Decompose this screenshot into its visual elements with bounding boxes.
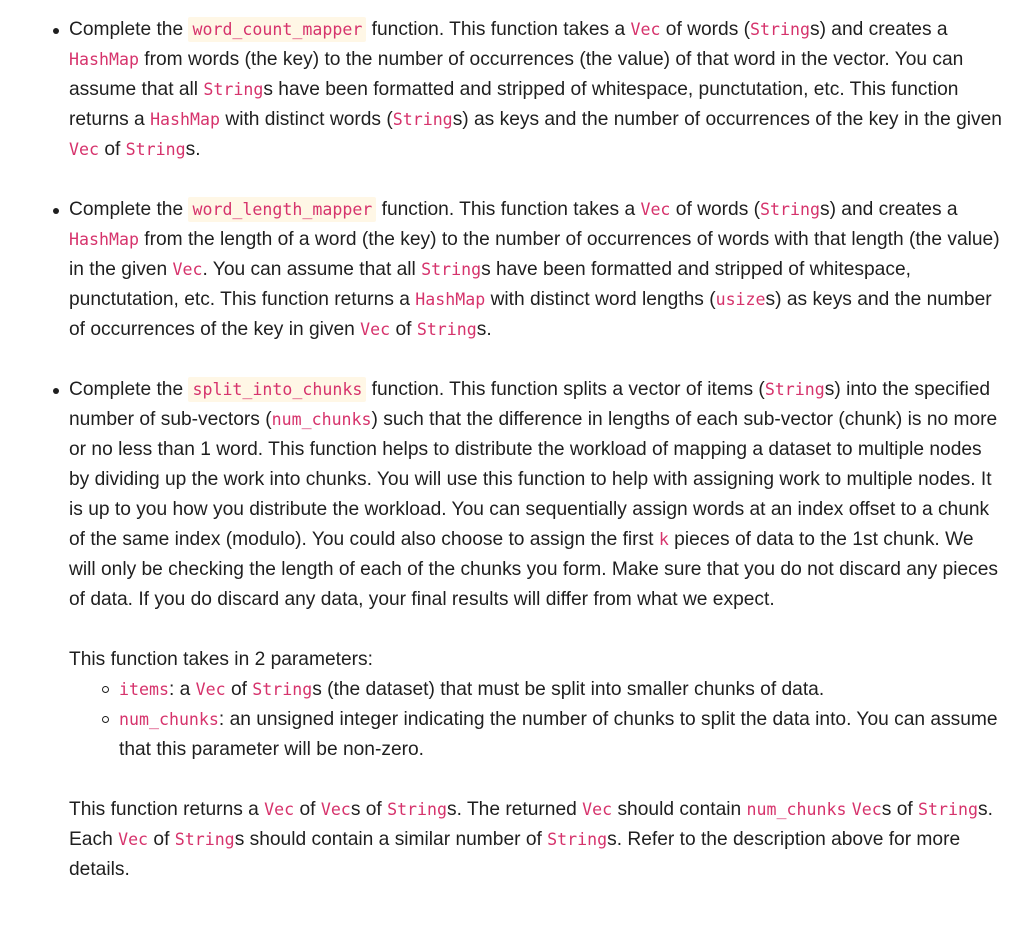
text-span: with distinct word lengths ( <box>485 289 716 310</box>
text-span: ) such that the difference in lengths of each sub-vector (chunk) is no more or no less than 1 word. This function helps to distribute the workload of mapping a dataset to multiple nodes by dividing up the work into chunks. You will use this function to help with assigning work to multiple nodes. It is up to you how you distribute the workload. You can sequentially assign words at an index offset to a chunk of the same index (modulo). You could also choose to assign the first <box>69 409 998 550</box>
text-span: s) as keys and the number of occurrences of the key in given <box>69 289 992 340</box>
inline-code: Vec <box>582 800 613 819</box>
inline-code: String <box>750 20 810 39</box>
inline-code: HashMap <box>69 50 139 69</box>
text-span: s. <box>185 139 201 160</box>
inline-code: Vec <box>360 320 391 339</box>
inline-code: String <box>392 110 453 129</box>
list-item-word-count-mapper <box>69 15 1002 165</box>
inline-code: num_chunks <box>119 710 219 729</box>
text-span: function. This function takes a <box>376 199 641 220</box>
text-span: of <box>225 679 253 700</box>
text-span: s. The returned <box>447 799 583 820</box>
param-item-items <box>119 675 1002 705</box>
text-span: function. This function takes a <box>366 19 631 40</box>
function-name-code: word_length_mapper <box>188 197 376 222</box>
function-name-code: split_into_chunks <box>188 377 366 402</box>
inline-code: HashMap <box>150 110 220 129</box>
text-span: Complete the <box>69 199 189 220</box>
text-span: . You can assume that all <box>202 259 422 280</box>
inline-code: Vec <box>320 800 351 819</box>
text-span: Complete the <box>69 379 189 400</box>
inline-code: String <box>125 140 186 159</box>
text-span: of words ( <box>660 19 751 40</box>
text-span: s) as keys and the number of occurrences of the key in the given <box>452 109 1002 130</box>
text-span: This function returns a <box>69 799 265 820</box>
paragraph <box>69 15 1002 165</box>
inline-code: k <box>658 530 669 549</box>
inline-code: num_chunks <box>746 800 847 819</box>
text-span: of <box>98 139 126 160</box>
text-span: from words (the key) to the number of occurrences (the value) of that word in the vector. You can assume that all <box>69 49 964 100</box>
text-span: with distinct words ( <box>220 109 393 130</box>
inline-code: Vec <box>172 260 203 279</box>
returns-paragraph <box>69 795 1002 885</box>
inline-code: HashMap <box>69 230 139 249</box>
inline-code: Vec <box>195 680 226 699</box>
inline-code: String <box>203 80 264 99</box>
inline-code: HashMap <box>415 290 486 309</box>
text-span: of words ( <box>670 199 761 220</box>
text-span: : an unsigned integer indicating the number of chunks to split the data into. You can assume that this parameter will be non-zero. <box>119 709 998 760</box>
list-item-split-into-chunks <box>69 375 1002 885</box>
inline-code: String <box>421 260 482 279</box>
text-span: s) and creates a <box>819 199 958 220</box>
text-span: s. Refer to the description above for more details. <box>69 829 961 880</box>
text-span: pieces of data to the 1st chunk. We will only be checking the length of each of the chunks you form. Make sure that you do not discard any pieces of data. If you do discard any data, your final results will differ from what we expect. <box>69 529 998 610</box>
inline-code: items <box>119 680 169 699</box>
text-span: s should contain a similar number of <box>234 829 548 850</box>
text-span: : a <box>168 679 196 700</box>
text-span: s) into the specified number of sub-vectors ( <box>69 379 991 430</box>
inline-code: Vec <box>640 200 671 219</box>
text-span: s (the dataset) that must be split into smaller chunks of data. <box>312 679 825 700</box>
params-list <box>69 675 1002 765</box>
list-item-word-length-mapper <box>69 195 1002 345</box>
inline-code: String <box>387 800 448 819</box>
inline-code: String <box>252 680 313 699</box>
params-intro: This function takes in 2 parameters: <box>69 649 373 670</box>
inline-code: String <box>174 830 235 849</box>
text-span: s. <box>476 319 492 340</box>
text-span: s) and creates a <box>809 19 948 40</box>
text-span: from the length of a word (the key) to the number of occurrences of words with that length (the value) in the given <box>69 229 1000 280</box>
text-span: Complete the <box>69 19 189 40</box>
text-span: s of <box>881 799 919 820</box>
instruction-list <box>0 15 1002 885</box>
text-span: function. This function splits a vector of items ( <box>366 379 765 400</box>
inline-code: num_chunks <box>271 410 372 429</box>
inline-code: String <box>760 200 820 219</box>
text-span: s of <box>350 799 388 820</box>
text-span: s. Each <box>69 799 993 850</box>
inline-code: String <box>547 830 608 849</box>
text-span: should contain <box>612 799 747 820</box>
text-span: s have been formatted and stripped of whitespace, punctutation, etc. This function returns a <box>69 79 959 130</box>
inline-code: Vec <box>851 800 882 819</box>
inline-code: String <box>416 320 477 339</box>
text-span: of <box>294 799 321 820</box>
inline-code: String <box>764 380 825 399</box>
function-name-code: word_count_mapper <box>188 17 366 42</box>
text-span: s have been formatted and stripped of whitespace, punctutation, etc. This function returns a <box>69 259 911 310</box>
paragraph <box>69 375 1002 615</box>
inline-code: usize <box>715 290 766 309</box>
param-item-num-chunks <box>119 705 1002 765</box>
inline-code: Vec <box>118 830 149 849</box>
inline-code: Vec <box>69 140 99 159</box>
inline-code: Vec <box>630 20 661 39</box>
text-span: of <box>148 829 175 850</box>
inline-code: Vec <box>264 800 295 819</box>
paragraph <box>69 195 1002 345</box>
inline-code: String <box>918 800 978 819</box>
text-span: of <box>390 319 417 340</box>
